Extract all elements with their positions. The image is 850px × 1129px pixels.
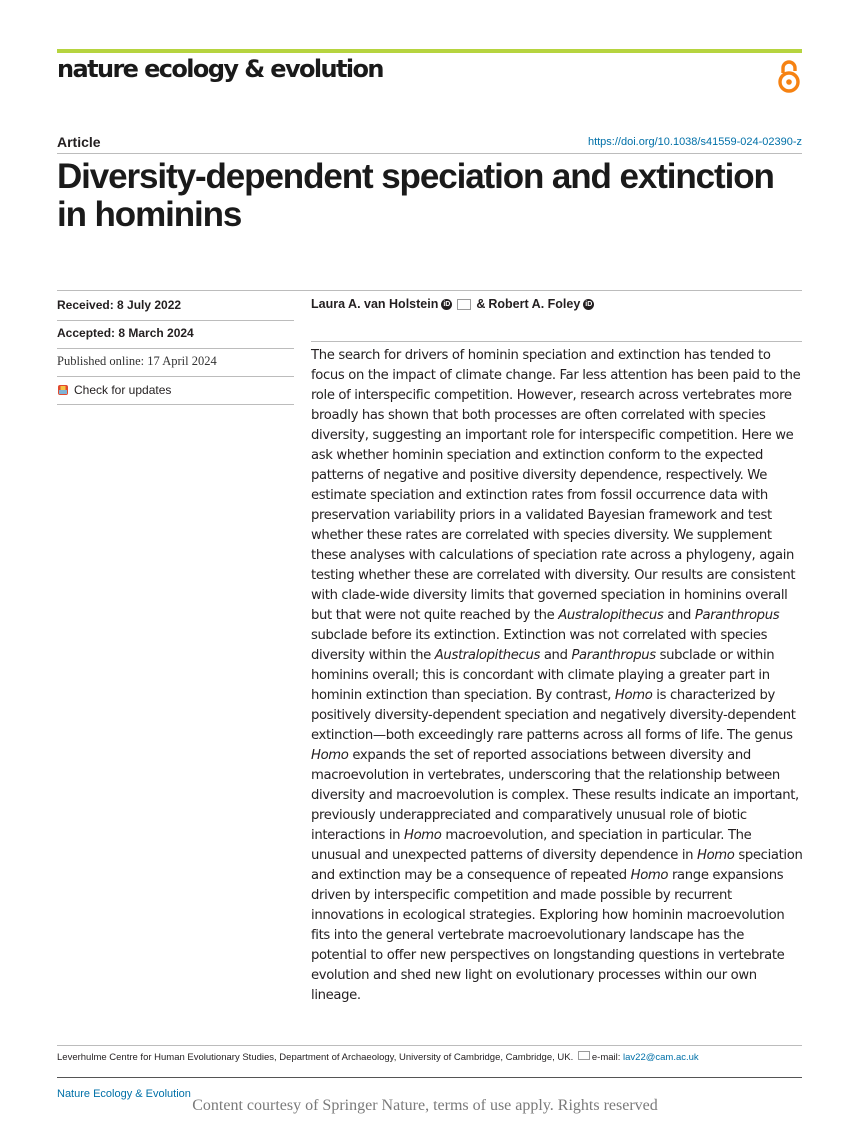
mail-icon[interactable] — [578, 1051, 590, 1060]
taxon-name: Homo — [614, 688, 653, 703]
taxon-name: Homo — [311, 748, 349, 763]
abstract — [311, 346, 803, 1006]
abstract-text: macroevolution, and speciation in particular. The unusual and unexpected patterns of diversity dependence in — [311, 828, 752, 863]
taxon-name: Australopithecus — [558, 608, 664, 623]
orcid-icon[interactable]: iD — [443, 300, 451, 308]
abstract-text: speciation and extinction may be a consequence of repeated — [311, 848, 803, 883]
doi-link[interactable]: https://doi.org/10.1038/s41559-024-02390-z — [587, 136, 802, 148]
divider — [57, 376, 294, 377]
mail-icon[interactable] — [457, 299, 471, 310]
open-access-icon[interactable] — [776, 58, 802, 94]
divider — [57, 1077, 802, 1078]
abstract-text: range expansions driven by interspecific competition and made possible by recurrent innovations in ecological strategies. Exploring how hominin macroevolution fits into the general vertebrate macroevolutionary landscape has the potential to offer new perspectives on longstanding questions in vertebrate evolution and shed new light on evolutionary processes within our own lineage. — [311, 868, 785, 1003]
accent-bar — [57, 49, 802, 53]
author-name[interactable]: Laura A. van Holstein — [311, 297, 439, 311]
journal-logo[interactable]: nature ecology & evolution — [57, 55, 383, 83]
divider — [57, 153, 802, 154]
abstract-text: is characterized by positively diversity-dependent speciation and negatively diversity-dependent extinction—both exceedingly rare patterns across all forms of life. The genus — [311, 688, 796, 743]
author-separator: & — [476, 297, 486, 311]
affiliation — [57, 1051, 699, 1063]
check-updates-icon — [57, 384, 69, 396]
article-title: Diversity-dependent speciation and extinction in hominins — [57, 157, 774, 234]
abstract-text: and — [539, 648, 572, 663]
author-name[interactable]: Robert A. Foley — [488, 297, 581, 311]
divider — [57, 1045, 802, 1046]
abstract-text: expands the set of reported associations between diversity and macroevolution in vertebrates, underscoring that the relationship between diversity and macroevolution is complex. These results indicate an important, previously underappreciated and comparatively unusual role of biotic interactions in — [311, 748, 799, 843]
orcid-icon[interactable]: iD — [585, 300, 593, 308]
accepted-date: Accepted: 8 March 2024 — [57, 326, 194, 340]
affiliation-text: Leverhulme Centre for Human Evolutionary Studies, Department of Archaeology, University of Cambridge, Cambridge, UK. — [57, 1052, 574, 1063]
check-for-updates-link[interactable] — [57, 383, 171, 397]
taxon-name: Paranthropus — [694, 608, 780, 623]
abstract-text: subclade before its extinction. Extinction was not correlated with species diversity within the — [311, 628, 768, 663]
email-label: e-mail: — [591, 1052, 621, 1063]
received-date: Received: 8 July 2022 — [57, 298, 182, 312]
footer-journal[interactable]: Nature Ecology & Evolution — [57, 1088, 191, 1100]
check-updates-label: Check for updates — [74, 383, 172, 397]
divider — [311, 341, 802, 342]
courtesy-notice: Content courtesy of Springer Nature, terms of use apply. Rights reserved — [192, 1097, 658, 1114]
divider — [57, 290, 802, 291]
taxon-name: Homo — [404, 828, 442, 843]
taxon-name: Australopithecus — [434, 648, 540, 663]
taxon-name: Homo — [697, 848, 735, 863]
divider — [57, 404, 294, 405]
author-list — [311, 297, 594, 311]
abstract-text: subclade or within hominins overall; this is concordant with climate playing a greater part in hominin extinction than speciation. By contrast, — [311, 648, 775, 703]
divider — [57, 348, 294, 349]
published-date: Published online: 17 April 2024 — [57, 354, 217, 368]
taxon-name: Paranthropus — [571, 648, 656, 663]
divider — [57, 320, 294, 321]
abstract-text: The search for drivers of hominin speciation and extinction has tended to focus on the impact of climate change. Far less attention has been paid to the role of interspecific competition. However, research across vertebrates more broadly has shown that both processes are often correlated with species diversity, suggesting an important role for interspecific competition. Here we ask whether hominin speciation and extinction conform to the expected patterns of negative and positive diversity dependence, respectively. We estimate speciation and extinction rates from fossil occurrence data with preservation variability priors in a validated Bayesian framework and test whether these rates are correlated with species diversity. We supplement these analyses with calculations of speciation rate across a phylogeny, again testing whether these are correlated with diversity. Our results are consistent with clade-wide diversity limits that governed speciation in hominins overall but that were not quite reached by the — [311, 348, 801, 623]
email-link[interactable]: lav22@cam.ac.uk — [623, 1052, 699, 1063]
article-type: Article — [57, 134, 101, 150]
taxon-name: Homo — [630, 868, 669, 883]
abstract-text: and — [663, 608, 695, 623]
